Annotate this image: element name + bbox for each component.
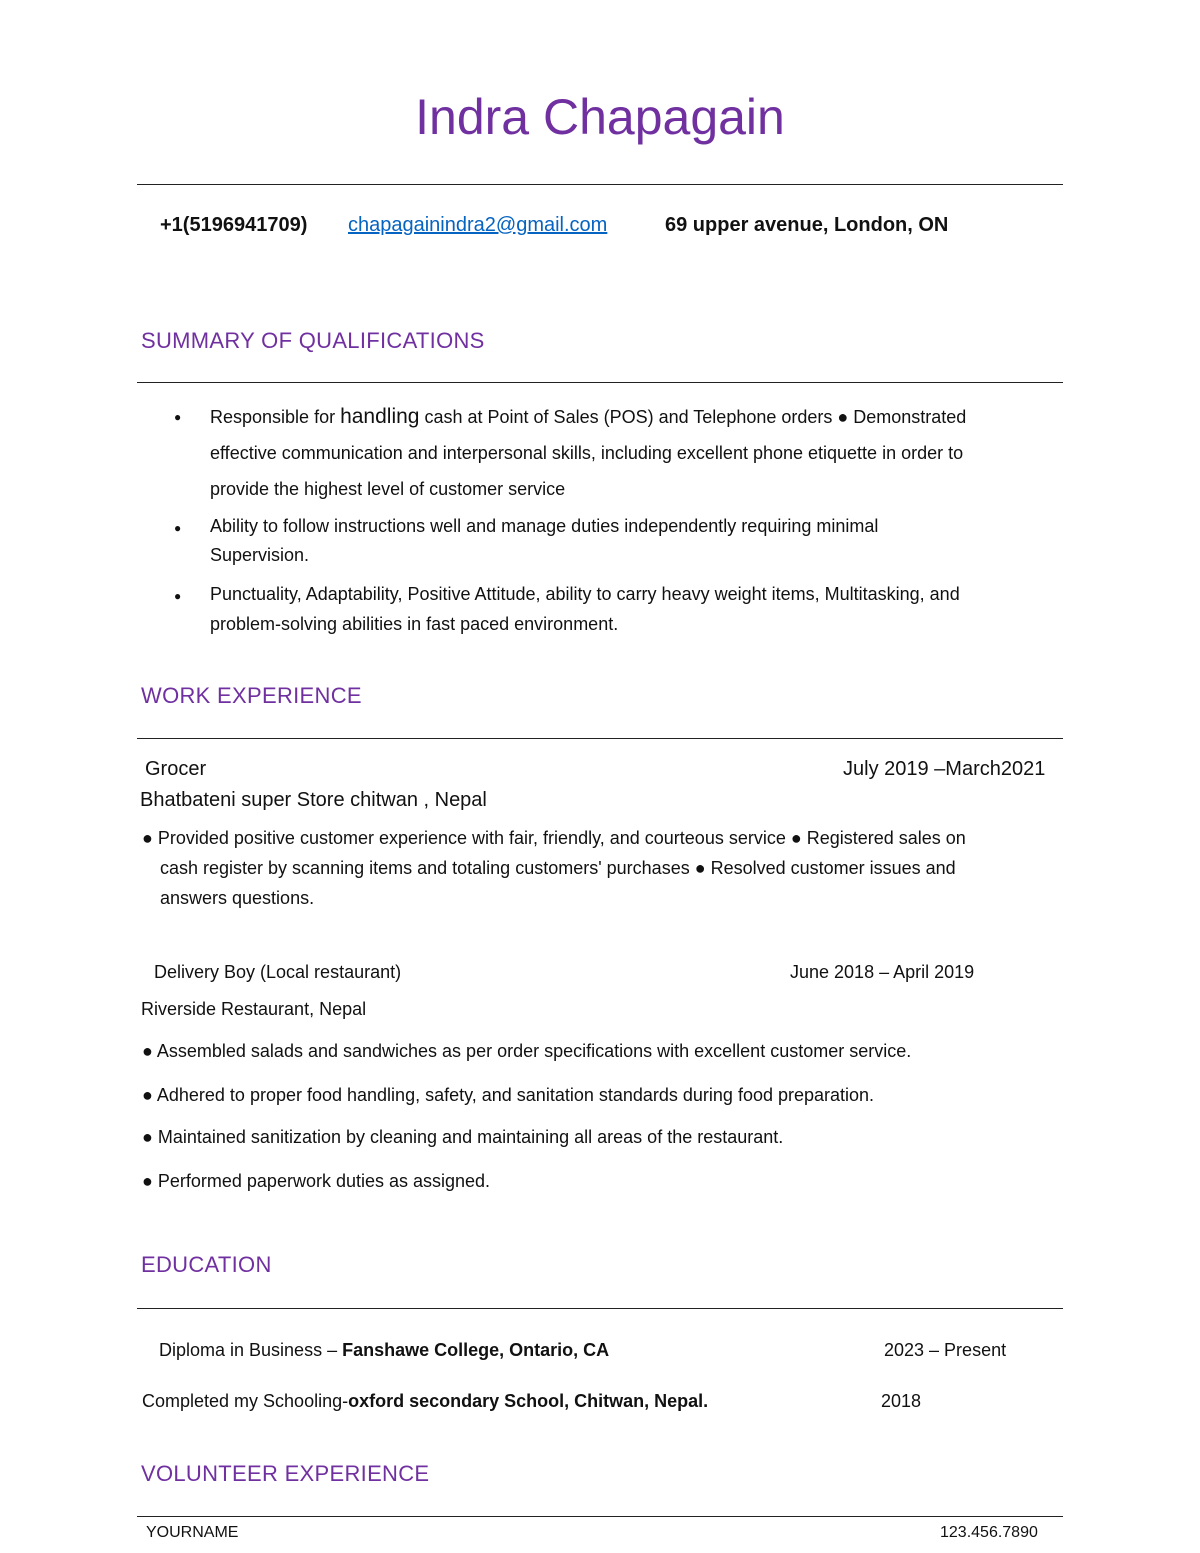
job-1-duties-line-3: answers questions. (160, 888, 315, 908)
education-entry-2 (142, 1391, 708, 1412)
summary-item-2-line-2: Supervision. (210, 545, 310, 565)
job-2-duty: ● Assembled salads and sandwiches as per order specifications with excellent customer service. (142, 1041, 912, 1061)
summary-heading: SUMMARY OF QUALIFICATIONS (141, 328, 485, 353)
work-experience-divider (137, 738, 1063, 739)
summary-item-3-line-2: problem-solving abilities in fast paced environment. (210, 614, 619, 634)
summary-item-2-line-1: Ability to follow instructions well and manage duties independently requiring minimal (210, 516, 879, 536)
summary-divider (137, 382, 1063, 383)
job-2-duty: ● Performed paperwork duties as assigned. (142, 1171, 491, 1191)
job-2-role: Delivery Boy (Local restaurant) (154, 962, 402, 982)
footer-phone: 123.456.7890 (940, 1524, 1038, 1541)
summary-item-1-text-a: Responsible for (210, 407, 341, 427)
candidate-name: Indra Chapagain (415, 89, 785, 145)
job-2-employer: Riverside Restaurant, Nepal (141, 999, 367, 1019)
job-2-duty: ● Maintained sanitization by cleaning and maintaining all areas of the restaurant. (142, 1127, 784, 1147)
education-entry-2-institution: oxford secondary School, Chitwan, Nepal. (348, 1391, 709, 1411)
email-link[interactable]: chapagainindra2@gmail.com (348, 214, 608, 236)
bullet-icon: ● (174, 410, 182, 424)
volunteer-divider (137, 1516, 1063, 1517)
job-1-dates: July 2019 –March2021 (843, 758, 1046, 780)
education-entry-1-institution: Fanshawe College, Ontario, CA (342, 1340, 610, 1360)
job-1-employer: Bhatbateni super Store chitwan , Nepal (140, 789, 487, 811)
education-divider (137, 1308, 1063, 1309)
job-1-duties-line-2: cash register by scanning items and totaling customers' purchases ● Resolved customer issues and (160, 858, 956, 878)
education-entry-1 (159, 1340, 609, 1361)
summary-item-1-line-1 (210, 405, 966, 429)
job-1-role: Grocer (145, 758, 207, 780)
work-experience-heading: WORK EXPERIENCE (141, 683, 362, 708)
job-2-duty: ● Adhered to proper food handling, safety, and sanitation standards during food preparation. (142, 1085, 875, 1105)
header-divider (137, 184, 1063, 185)
address: 69 upper avenue, London, ON (665, 214, 949, 236)
education-entry-1-program: Diploma in Business – (159, 1340, 343, 1360)
summary-item-1-emphasis: handling (340, 405, 420, 428)
volunteer-heading: VOLUNTEER EXPERIENCE (141, 1461, 430, 1486)
education-entry-2-program: Completed my Schooling- (142, 1391, 349, 1411)
job-1-duties-line-1: ● Provided positive customer experience with fair, friendly, and courteous service ● Registered sales on (142, 828, 966, 848)
summary-item-1-line-2: effective communication and interpersonal skills, including excellent phone etiquette in order to (210, 443, 964, 463)
job-2-dates: June 2018 – April 2019 (790, 962, 975, 982)
bullet-icon: ● (174, 589, 182, 603)
footer-name: YOURNAME (146, 1524, 239, 1541)
phone-number: +1(5196941709) (160, 214, 308, 236)
summary-item-1-line-3: provide the highest level of customer service (210, 479, 566, 499)
education-entry-2-year: 2018 (881, 1391, 922, 1411)
education-entry-1-year: 2023 – Present (884, 1340, 1007, 1360)
summary-item-3-line-1: Punctuality, Adaptability, Positive Attitude, ability to carry heavy weight items, Multitasking, and (210, 584, 960, 604)
summary-item-1-text-b: cash at Point of Sales (POS) and Telephone orders ● Demonstrated (419, 407, 967, 427)
education-heading: EDUCATION (141, 1252, 272, 1277)
bullet-icon: ● (174, 521, 182, 535)
